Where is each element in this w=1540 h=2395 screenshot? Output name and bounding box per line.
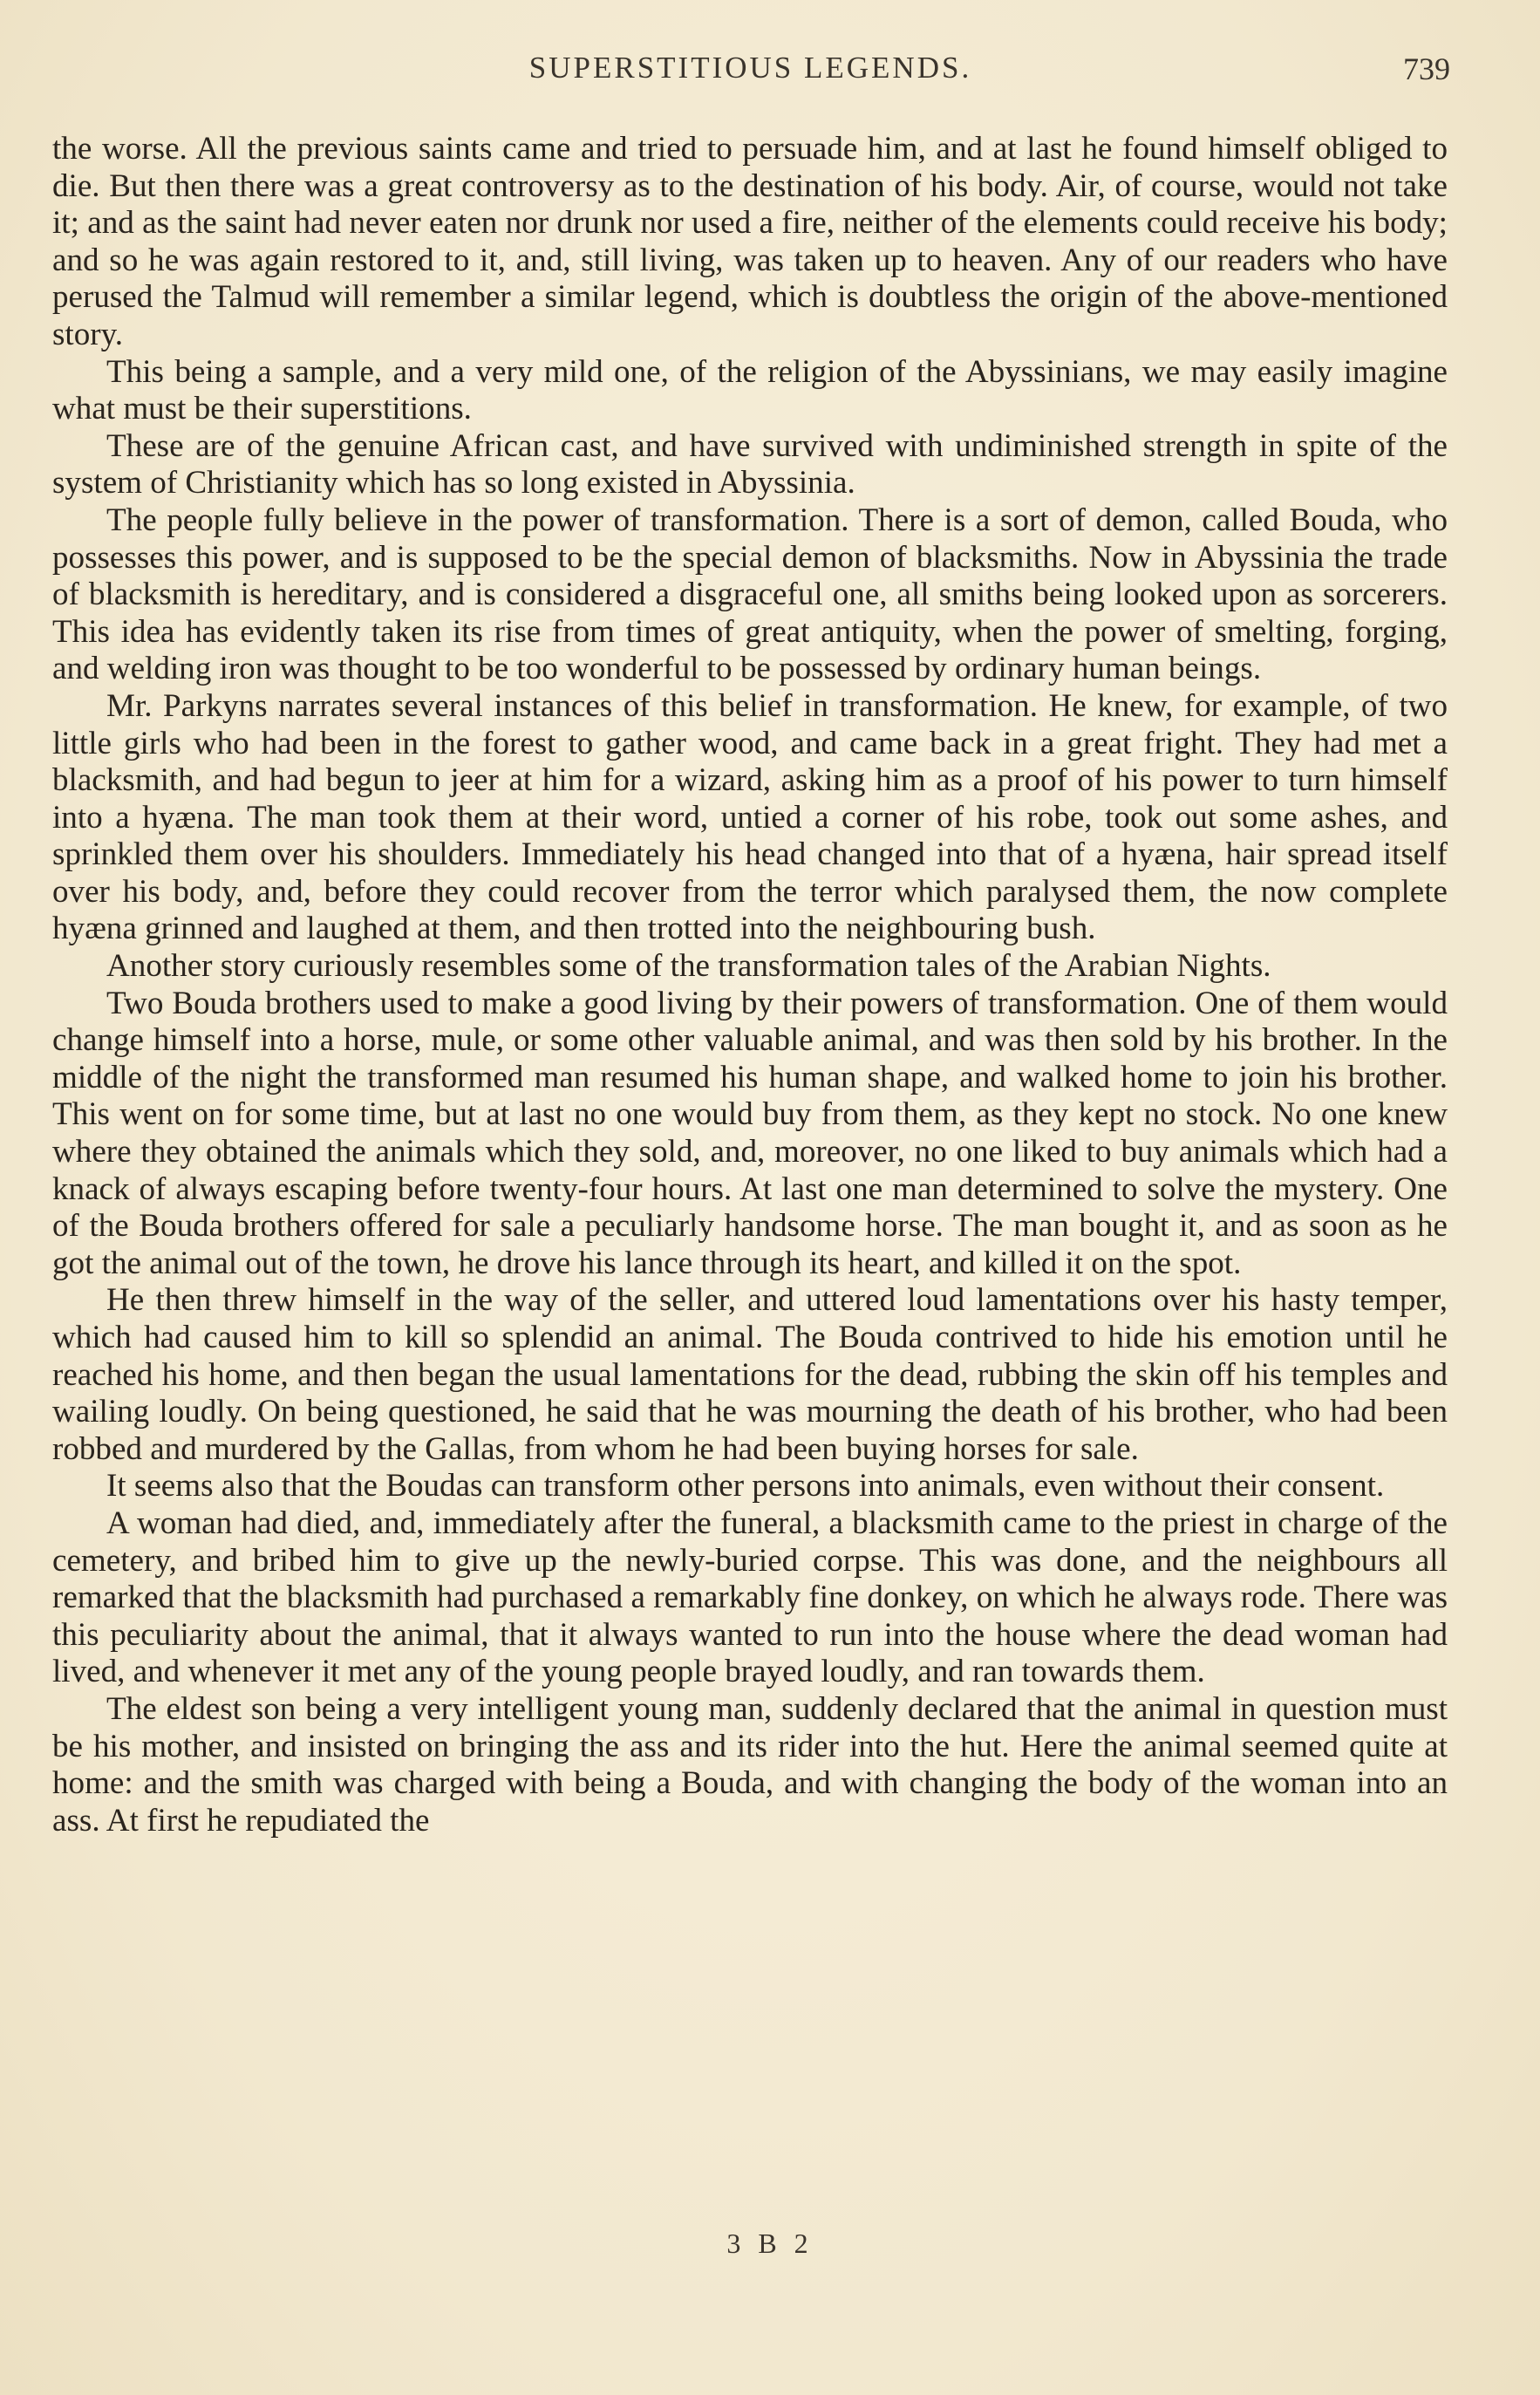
- paragraph: Two Bouda brothers used to make a good living by their powers of transformation. One of them would change himself into a horse, mule, or some other valuable animal, and was then sold by his brother. In the middle of the night the transformed man resumed his human shape, and walked home to join his brother. This went on for some time, but at last no one would buy from them, as they kept no stock. No one knew where they obtained the animals which they sold, and, moreover, no one liked to buy animals which had a knack of always escaping before twenty-four hours. At last one man determined to solve the mystery. One of the Bouda brothers offered for sale a peculiarly handsome horse. The man bought it, and as soon as he got the animal out of the town, he drove his lance through its heart, and killed it on the spot.: [52, 985, 1448, 1281]
- running-title: SUPERSTITIOUS LEGENDS.: [528, 51, 972, 85]
- paragraph: The people fully believe in the power of transformation. There is a sort of demon, called Bouda, who possesses this power, and is supposed to be the special demon of blacksmiths. Now in Abyssinia the trade of blacksmith is hereditary, and is considered a disgraceful one, all smiths being looked upon as sorcerers. This idea has evidently taken its rise from times of great antiquity, when the power of smelting, forging, and welding iron was thought to be too wonderful to be possessed by ordinary human beings.: [52, 502, 1448, 687]
- paragraph: He then threw himself in the way of the seller, and uttered loud lamentations over his hasty temper, which had caused him to kill so splendid an animal. The Bouda contrived to hide his emotion until he reached his home, and then began the usual lamentations for the dead, rubbing the skin off his temples and wailing loudly. On being questioned, he said that he was mourning the death of his brother, who had been robbed and murdered by the Gallas, from whom he had been buying horses for sale.: [52, 1282, 1448, 1467]
- paragraph: These are of the genuine African cast, and have survived with undiminished strength in spite of the system of Christianity which has so long existed in Abyssinia.: [52, 427, 1448, 502]
- paragraph: the worse. All the previous saints came and tried to persuade him, and at last he found himself obliged to die. But then there was a great controversy as to the destination of his body. Air, of course, would not take it; and as the saint had never eaten nor drunk nor used a fire, neither of the elements could receive his body; and so he was again restored to it, and, still living, was taken up to heaven. Any of our readers who have perused the Talmud will remember a similar legend, which is doubtless the origin of the above-mentioned story.: [52, 131, 1448, 352]
- page-number: 739: [1403, 51, 1450, 86]
- paragraph: This being a sample, and a very mild one, of the religion of the Abyssinians, we may easily imagine what must be their superstitions.: [52, 353, 1448, 427]
- paragraph: Another story curiously resembles some of the transformation tales of the Arabian Nights.: [106, 948, 1271, 985]
- page-header: [51, 51, 1450, 94]
- paragraph: The eldest son being a very intelligent young man, suddenly declared that the animal in question must be his mother, and insisted on bringing the ass and its rider into the hut. Here the animal seemed quite at home: and the smith was charged with being a Bouda, and with changing the body of the woman into an ass. At first he repudiated the: [52, 1690, 1448, 1839]
- signature-mark: 3 B 2: [726, 2228, 814, 2259]
- paragraph: It seems also that the Boudas can transform other persons into animals, even without their consent.: [106, 1468, 1385, 1505]
- paragraph: A woman had died, and, immediately after the funeral, a blacksmith came to the priest in charge of the cemetery, and bribed him to give up the newly-buried corpse. This was done, and the neighbours all remarked that the blacksmith had purchased a remarkably fine donkey, on which he always rode. There was this peculiarity about the animal, that it always wanted to run into the house where the dead woman had lived, and whenever it met any of the young people brayed loudly, and ran towards them.: [52, 1505, 1448, 1690]
- paragraph: Mr. Parkyns narrates several instances of this belief in transformation. He knew, for example, of two little girls who had been in the forest to gather wood, and came back in a great fright. They had met a blacksmith, and had begun to jeer at him for a wizard, asking him as a proof of his power to turn himself into a hyæna. The man took them at their word, untied a corner of his robe, took out some ashes, and sprinkled them over his shoulders. Immediately his head changed into that of a hyæna, hair spread itself over his body, and, before they could recover from the terror which paralysed them, the now complete hyæna grinned and laughed at them, and then trotted into the neighbouring bush.: [52, 687, 1448, 947]
- body-text: [52, 131, 1448, 1839]
